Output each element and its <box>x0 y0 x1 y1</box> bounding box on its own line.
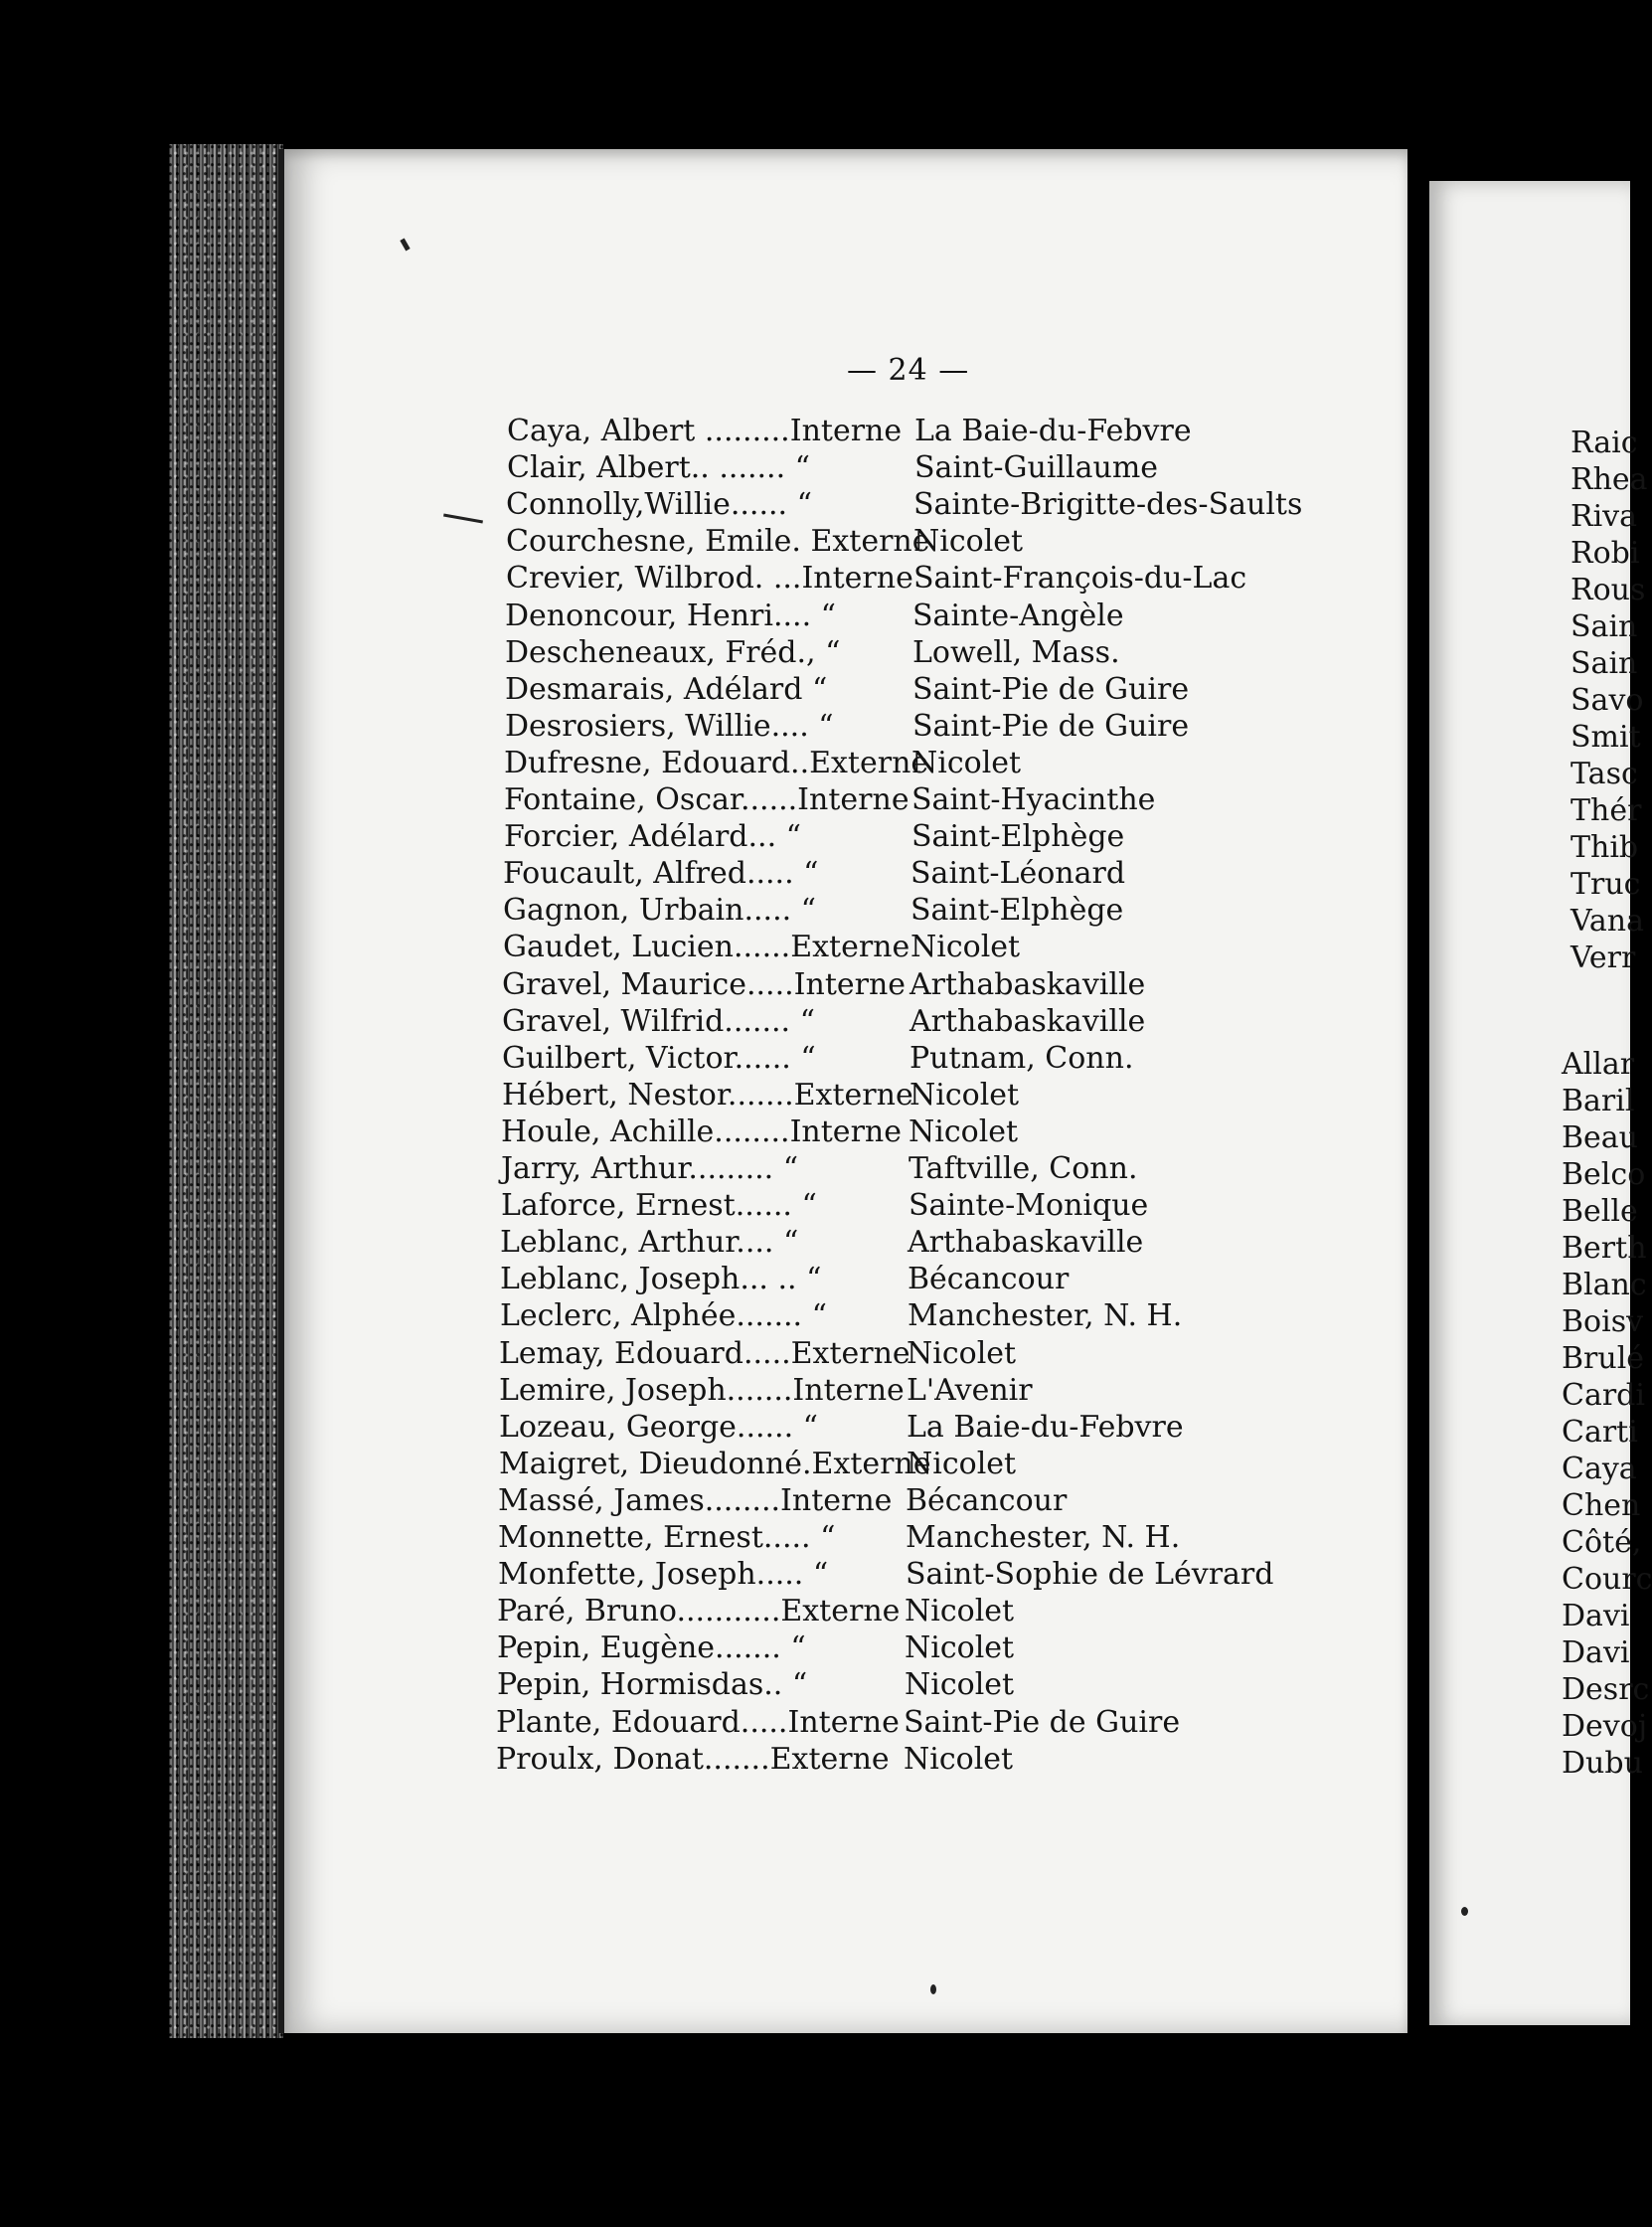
student-hometown: Manchester, N. H. <box>908 1298 1183 1334</box>
student-name-status: Gravel, Maurice.....Interne <box>502 966 907 1002</box>
right-page-fragments <box>1429 181 1652 2025</box>
right-page-text-fragment: Sain <box>1570 646 1638 681</box>
student-name-status: Leblanc, Arthur.... “ <box>500 1225 799 1261</box>
right-page-text-fragment: Côté, <box>1562 1525 1642 1560</box>
right-page-text-fragment: Belco <box>1562 1157 1646 1192</box>
student-name-status: Massé, James........Interne <box>498 1482 893 1518</box>
student-name-status: Lemire, Joseph.......Interne <box>499 1372 905 1408</box>
student-hometown: Saint-Elphège <box>910 893 1124 929</box>
right-page-text-fragment: Carti <box>1562 1415 1638 1450</box>
right-page-text-fragment: Courc <box>1562 1562 1652 1597</box>
right-page-text-fragment: Boisv <box>1562 1304 1644 1339</box>
student-hometown: Bécancour <box>908 1262 1070 1297</box>
right-page-text-fragment: Caya <box>1562 1452 1637 1486</box>
student-name-status: Lozeau, George...... “ <box>499 1409 818 1445</box>
student-hometown: La Baie-du-Febvre <box>907 1409 1184 1445</box>
right-page-text-fragment: Davi <box>1562 1635 1630 1670</box>
right-page-text-fragment: Riva <box>1570 499 1638 534</box>
student-name-status: Desmarais, Adélard “ <box>505 671 828 707</box>
student-hometown: Saint-François-du-Lac <box>913 561 1247 597</box>
right-page-text-fragment: Smit <box>1570 720 1641 755</box>
right-page-text-fragment: Vana <box>1570 904 1645 939</box>
right-page-text-fragment: Thib <box>1570 830 1639 865</box>
student-hometown: Saint-Sophie de Lévrard <box>906 1557 1274 1593</box>
right-page-text-fragment: Chen <box>1562 1488 1641 1523</box>
student-name-status: Caya, Albert .........Interne <box>507 414 903 448</box>
student-name-status: Hébert, Nestor.......Externe <box>502 1077 913 1113</box>
right-page-text-fragment: Verr <box>1570 941 1636 975</box>
student-hometown: Nicolet <box>910 930 1021 965</box>
right-page-text-fragment: Cardi <box>1562 1378 1645 1413</box>
student-hometown: Manchester, N. H. <box>906 1520 1181 1555</box>
student-name-status: Clair, Albert.. ....... “ <box>507 450 810 486</box>
student-hometown: Bécancour <box>906 1482 1068 1518</box>
student-name-status: Gagnon, Urbain..... “ <box>503 893 817 929</box>
student-hometown: Saint-Léonard <box>910 856 1126 892</box>
student-hometown: Sainte-Angèle <box>912 598 1124 633</box>
student-hometown: Nicolet <box>905 1630 1015 1666</box>
student-name-status: Pepin, Eugène....... “ <box>497 1630 806 1666</box>
student-name-status: Monnette, Ernest..... “ <box>498 1520 836 1555</box>
student-name-status: Monfette, Joseph..... “ <box>498 1557 829 1593</box>
student-hometown: Nicolet <box>911 745 1022 780</box>
student-name-status: Gaudet, Lucien......Externe <box>503 930 910 965</box>
student-hometown: Sainte-Monique <box>909 1188 1149 1224</box>
right-page-text-fragment: Desrc <box>1562 1672 1650 1707</box>
right-page-text-fragment: Dubu <box>1562 1746 1643 1781</box>
right-page-text-fragment: Raic <box>1570 426 1638 460</box>
student-hometown: Nicolet <box>909 1114 1019 1149</box>
right-page-text-fragment: Baril <box>1562 1084 1635 1118</box>
right-page-text-fragment: Belle <box>1562 1194 1638 1229</box>
right-page-text-fragment: Robi <box>1570 536 1640 571</box>
student-hometown: Arthabaskaville <box>909 966 1146 1002</box>
right-page-text-fragment: Rous <box>1570 573 1646 607</box>
right-page-text-fragment: Tasc <box>1570 757 1638 791</box>
student-name-status: Courchesne, Emile. Externe <box>506 524 930 560</box>
right-page-text-fragment: Blanc <box>1562 1268 1647 1302</box>
student-name-status: Fontaine, Oscar......Interne <box>504 782 909 817</box>
right-page-text-fragment: Thér <box>1570 793 1642 828</box>
student-hometown: Saint-Pie de Guire <box>912 671 1190 707</box>
student-name-status: Foucault, Alfred..... “ <box>503 856 819 892</box>
student-name-status: Gravel, Wilfrid....... “ <box>502 1003 815 1039</box>
student-hometown: Nicolet <box>904 1741 1014 1777</box>
student-hometown: Nicolet <box>907 1446 1017 1481</box>
student-hometown: Putnam, Conn. <box>909 1040 1134 1076</box>
right-page-text-fragment: Berth <box>1562 1231 1647 1266</box>
student-hometown: Saint-Guillaume <box>914 450 1159 486</box>
page-number: — 24 — <box>847 353 970 388</box>
student-name-status: Proulx, Donat.......Externe <box>496 1741 890 1777</box>
student-hometown: Sainte-Brigitte-des-Saults <box>913 487 1303 523</box>
student-hometown: Nicolet <box>905 1594 1015 1629</box>
student-name-status: Crevier, Wilbrod. ...Interne <box>506 561 913 597</box>
right-page-text-fragment: Devoj <box>1562 1709 1648 1744</box>
right-page-text-fragment: Davi <box>1562 1599 1630 1633</box>
student-hometown: Taftville, Conn. <box>909 1151 1138 1186</box>
student-name-status: Connolly,Willie...... “ <box>506 487 812 523</box>
scan-mark <box>930 1984 936 1994</box>
student-name-status: Guilbert, Victor...... “ <box>502 1040 816 1076</box>
book-page-edges <box>169 144 283 2038</box>
student-name-status: Laforce, Ernest...... “ <box>501 1188 817 1224</box>
student-hometown: Saint-Pie de Guire <box>904 1704 1181 1740</box>
student-name-status: Jarry, Arthur......... “ <box>501 1151 799 1186</box>
student-name-status: Lemay, Edouard.....Externe <box>499 1335 910 1371</box>
right-page-text-fragment: Beau <box>1562 1120 1639 1155</box>
scan-mark <box>1461 1907 1468 1916</box>
student-hometown: Saint-Elphège <box>911 819 1125 855</box>
student-hometown: Nicolet <box>907 1335 1017 1371</box>
student-hometown: Arthabaskaville <box>909 1003 1146 1039</box>
student-name-status: Pepin, Hormisdas.. “ <box>497 1667 808 1703</box>
right-page-text-fragment: Brulé <box>1562 1341 1645 1376</box>
right-page-text-fragment: Rhea <box>1570 462 1648 497</box>
student-name-status: Desrosiers, Willie.... “ <box>505 708 834 744</box>
student-name-status: Houle, Achille........Interne <box>501 1114 902 1149</box>
student-hometown: Nicolet <box>909 1077 1020 1113</box>
student-name-status: Plante, Edouard.....Interne <box>496 1704 900 1740</box>
student-hometown: Saint-Pie de Guire <box>912 708 1190 744</box>
student-hometown: Arthabaskaville <box>908 1225 1144 1261</box>
student-name-status: Paré, Bruno...........Externe <box>497 1594 901 1629</box>
student-name-status: Denoncour, Henri.... “ <box>505 598 837 633</box>
student-name-status: Forcier, Adélard... “ <box>504 819 801 855</box>
student-hometown: La Baie-du-Febvre <box>914 414 1192 448</box>
student-name-status: Descheneaux, Fréd., “ <box>505 634 841 670</box>
right-page-text-fragment: Sain <box>1570 609 1638 644</box>
student-name-status: Maigret, Dieudonné.Externe <box>499 1446 931 1481</box>
student-hometown: Lowell, Mass. <box>912 634 1120 670</box>
student-hometown: L'Avenir <box>907 1372 1033 1408</box>
right-page-text-fragment: Truc <box>1570 867 1641 902</box>
student-name-status: Dufresne, Edouard..Externe <box>504 745 929 780</box>
student-hometown: Nicolet <box>913 524 1024 560</box>
right-page-text-fragment: Allar <box>1562 1047 1635 1082</box>
right-page-text-fragment: Savo <box>1570 683 1644 718</box>
student-name-status: Leblanc, Joseph... .. “ <box>500 1262 822 1297</box>
student-name-status: Leclerc, Alphée....... “ <box>500 1298 827 1334</box>
student-hometown: Nicolet <box>905 1667 1015 1703</box>
student-hometown: Saint-Hyacinthe <box>911 782 1156 817</box>
